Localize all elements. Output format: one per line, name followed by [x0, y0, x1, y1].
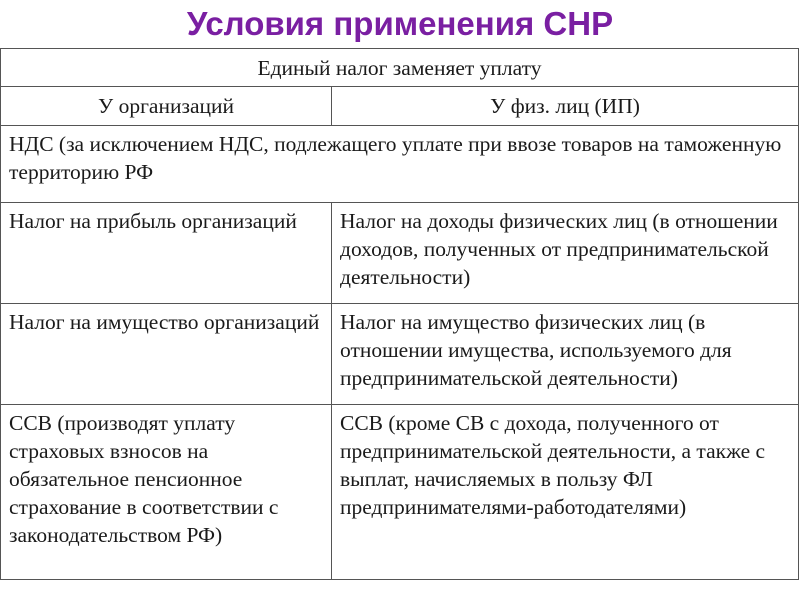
column-header-organizations: У организаций — [1, 87, 332, 126]
page-title: Условия применения СНР — [186, 5, 614, 42]
table-main-header-row — [1, 49, 799, 87]
table-main-header: Единый налог заменяет уплату — [1, 49, 799, 87]
table-cell-ip: Налог на доходы физических лиц (в отношении доходов, полученных от предпринимательской деятельности) — [332, 203, 799, 304]
table-cell-org: Налог на прибыль организаций — [1, 203, 332, 304]
column-header-individuals: У физ. лиц (ИП) — [332, 87, 799, 126]
table-column-header-row — [1, 87, 799, 126]
table-row-property-tax — [1, 304, 799, 405]
table-row-profit-tax — [1, 203, 799, 304]
table-cell-org: ССВ (производят уплату страховых взносов на обязательное пенсионное страхование в соответствии с законодательством РФ) — [1, 405, 332, 580]
nds-cell: НДС (за исключением НДС, подлежащего уплате при ввозе товаров на таможенную территорию РФ — [1, 126, 799, 203]
table-row-nds — [1, 126, 799, 203]
table-cell-ip: ССВ (кроме СВ с дохода, полученного от предпринимательской деятельности, а также с выплат, начисляемых в пользу ФЛ предпринимателями-работодателями) — [332, 405, 799, 580]
table-cell-org: Налог на имущество организаций — [1, 304, 332, 405]
tax-table — [0, 48, 799, 580]
table-row-insurance — [1, 405, 799, 580]
table-cell-ip: Налог на имущество физических лиц (в отношении имущества, используемого для предпринимательской деятельности) — [332, 304, 799, 405]
